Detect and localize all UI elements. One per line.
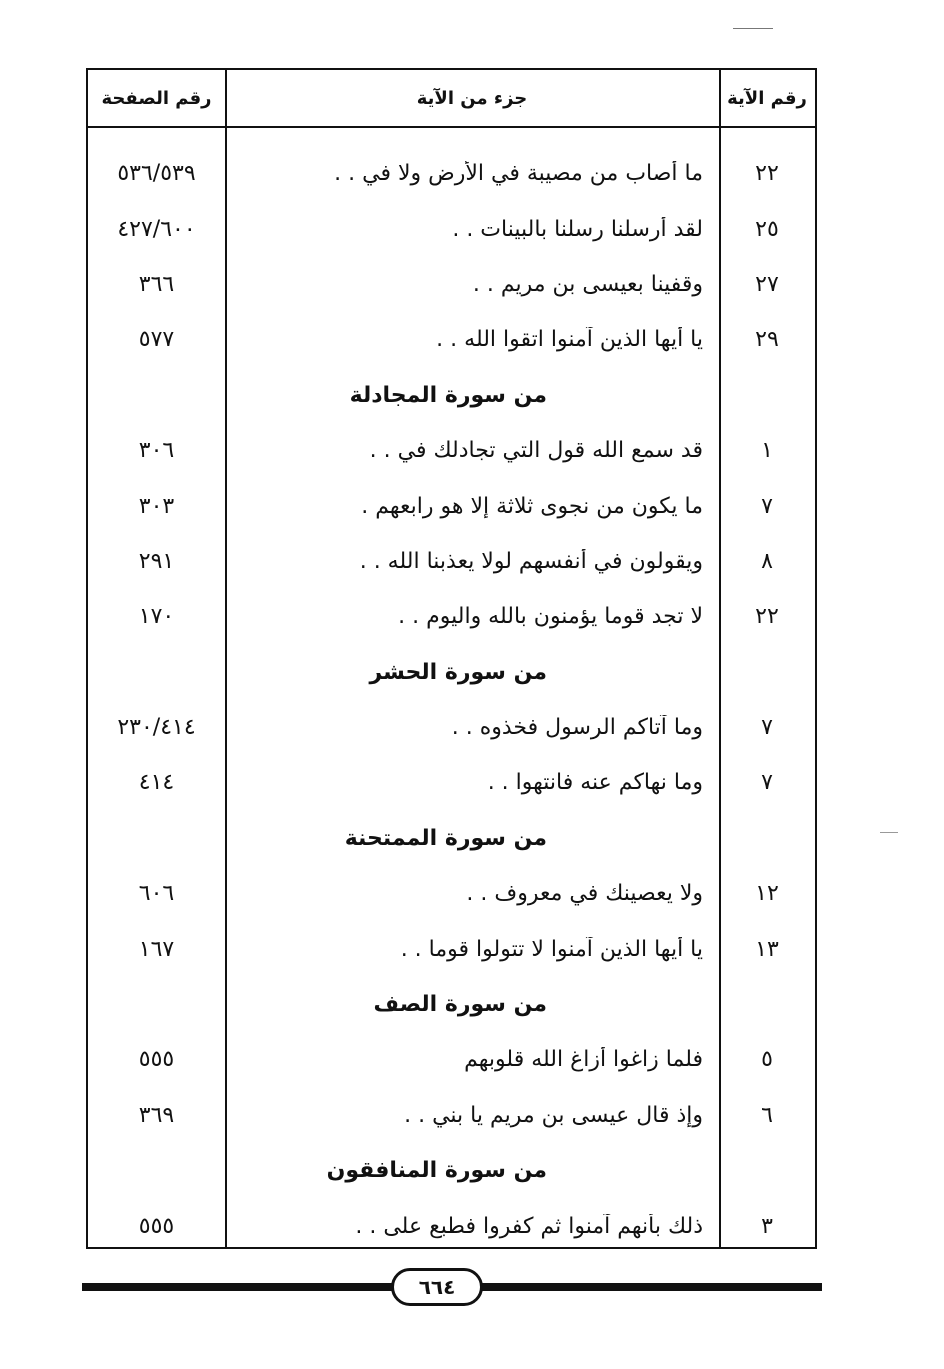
surah-section-heading	[88, 645, 815, 700]
table-row	[88, 534, 815, 589]
verse-number: ٢٢	[755, 161, 779, 187]
table-row	[88, 589, 815, 644]
verse-excerpt: وما نهاكم عنه فانتهوا . .	[487, 770, 703, 796]
page-reference: ٢٣٠/٤١٤	[117, 715, 196, 741]
table-row	[88, 312, 815, 367]
page-reference: ٥٥٥	[138, 1047, 175, 1073]
page-reference: ٥٥٥	[138, 1213, 175, 1239]
verse-excerpt: لقد أرسلنا رسلنا بالبينات . .	[452, 216, 703, 242]
verse-number: ٢٢	[755, 604, 779, 630]
table-row	[88, 1088, 815, 1143]
table-row	[88, 478, 815, 533]
page-reference: ٣٠٦	[138, 438, 175, 464]
verse-excerpt: قد سمع الله قول التي تجادلك في . .	[369, 438, 703, 464]
table-row	[88, 146, 815, 201]
surah-title: من سورة المجادلة	[349, 382, 547, 408]
table-row	[88, 755, 815, 810]
verse-excerpt: وقفينا بعيسى بن مريم . .	[472, 271, 703, 297]
verse-number: ٥	[761, 1047, 773, 1073]
surah-section-heading	[88, 368, 815, 423]
surah-title: من سورة الحشر	[369, 659, 547, 685]
right-edge-mark	[880, 832, 898, 833]
header-verse-part: جزء من الآية	[416, 87, 528, 109]
verse-number: ٧	[761, 715, 773, 741]
page-reference: ٢٩١	[138, 548, 175, 574]
verse-excerpt: ولا يعصينك في معروف . .	[466, 881, 703, 907]
verse-excerpt: لا تجد قوما يؤمنون بالله واليوم . .	[398, 604, 703, 630]
table-body	[88, 146, 815, 1254]
verse-excerpt: ذلك بأنهم آمنوا ثم كفروا فطبع على . .	[355, 1213, 703, 1239]
page-reference: ٤١٤	[138, 770, 175, 796]
table-row	[88, 866, 815, 921]
verse-number: ٧	[761, 770, 773, 796]
page-reference: ٥٧٧	[138, 327, 175, 353]
verse-excerpt: فلما زاغوا أزاغ الله قلوبهم	[464, 1047, 703, 1073]
page-reference: ٦٠٦	[138, 881, 175, 907]
verse-number: ١٢	[755, 881, 779, 907]
verse-number: ٣	[761, 1213, 773, 1239]
page-reference: ٤٢٧/٦٠٠	[117, 216, 196, 242]
verse-number: ٢٩	[755, 327, 779, 353]
verse-excerpt: وما آتاكم الرسول فخذوه . .	[451, 715, 703, 741]
verse-excerpt: يا أيها الذين آمنوا لا تتولوا قوما . .	[400, 936, 703, 962]
verse-number: ٢٧	[755, 271, 779, 297]
page-reference: ١٦٧	[138, 936, 175, 962]
header-verse-number: رقم الآية	[727, 87, 807, 109]
table-row	[88, 257, 815, 312]
surah-section-heading	[88, 1143, 815, 1198]
verse-excerpt: ما يكون من نجوى ثلاثة إلا هو رابعهم .	[361, 493, 703, 519]
table-row	[88, 1032, 815, 1087]
table-row	[88, 1198, 815, 1253]
table-row	[88, 700, 815, 755]
verse-excerpt: وإذ قال عيسى بن مريم يا بني . .	[404, 1102, 703, 1128]
surah-section-heading	[88, 977, 815, 1032]
verse-number: ٧	[761, 493, 773, 519]
page-reference: ١٧٠	[138, 604, 175, 630]
header-page-number: رقم الصفحة	[101, 87, 212, 109]
surah-title: من سورة الممتحنة	[344, 825, 547, 851]
surah-title: من سورة الصف	[373, 992, 547, 1018]
table-row	[88, 201, 815, 256]
verse-excerpt: ويقولون في أنفسهم لولا يعذبنا الله . .	[359, 548, 703, 574]
page-reference: ٥٣٦/٥٣٩	[117, 161, 196, 187]
verse-number: ٦	[761, 1102, 773, 1128]
table-row	[88, 921, 815, 976]
verse-number: ٢٥	[755, 216, 779, 242]
surah-section-heading	[88, 811, 815, 866]
page-reference: ٣٦٦	[138, 271, 175, 297]
verse-excerpt: ما أصاب من مصيبة في الأرض ولا في . .	[334, 161, 703, 187]
page-reference: ٣٦٩	[138, 1102, 175, 1128]
verse-number: ٨	[761, 548, 773, 574]
verse-excerpt: يا أيها الذين آمنوا اتقوا الله . .	[436, 327, 703, 353]
page-number-badge: ٦٦٤	[391, 1268, 483, 1306]
top-edge-mark	[733, 28, 773, 29]
verse-number: ١٣	[755, 936, 779, 962]
table-row	[88, 423, 815, 478]
page-reference: ٣٠٣	[138, 493, 175, 519]
index-table	[86, 68, 817, 1249]
surah-title: من سورة المنافقون	[326, 1158, 547, 1184]
verse-number: ١	[761, 438, 773, 464]
table-header	[88, 70, 815, 128]
